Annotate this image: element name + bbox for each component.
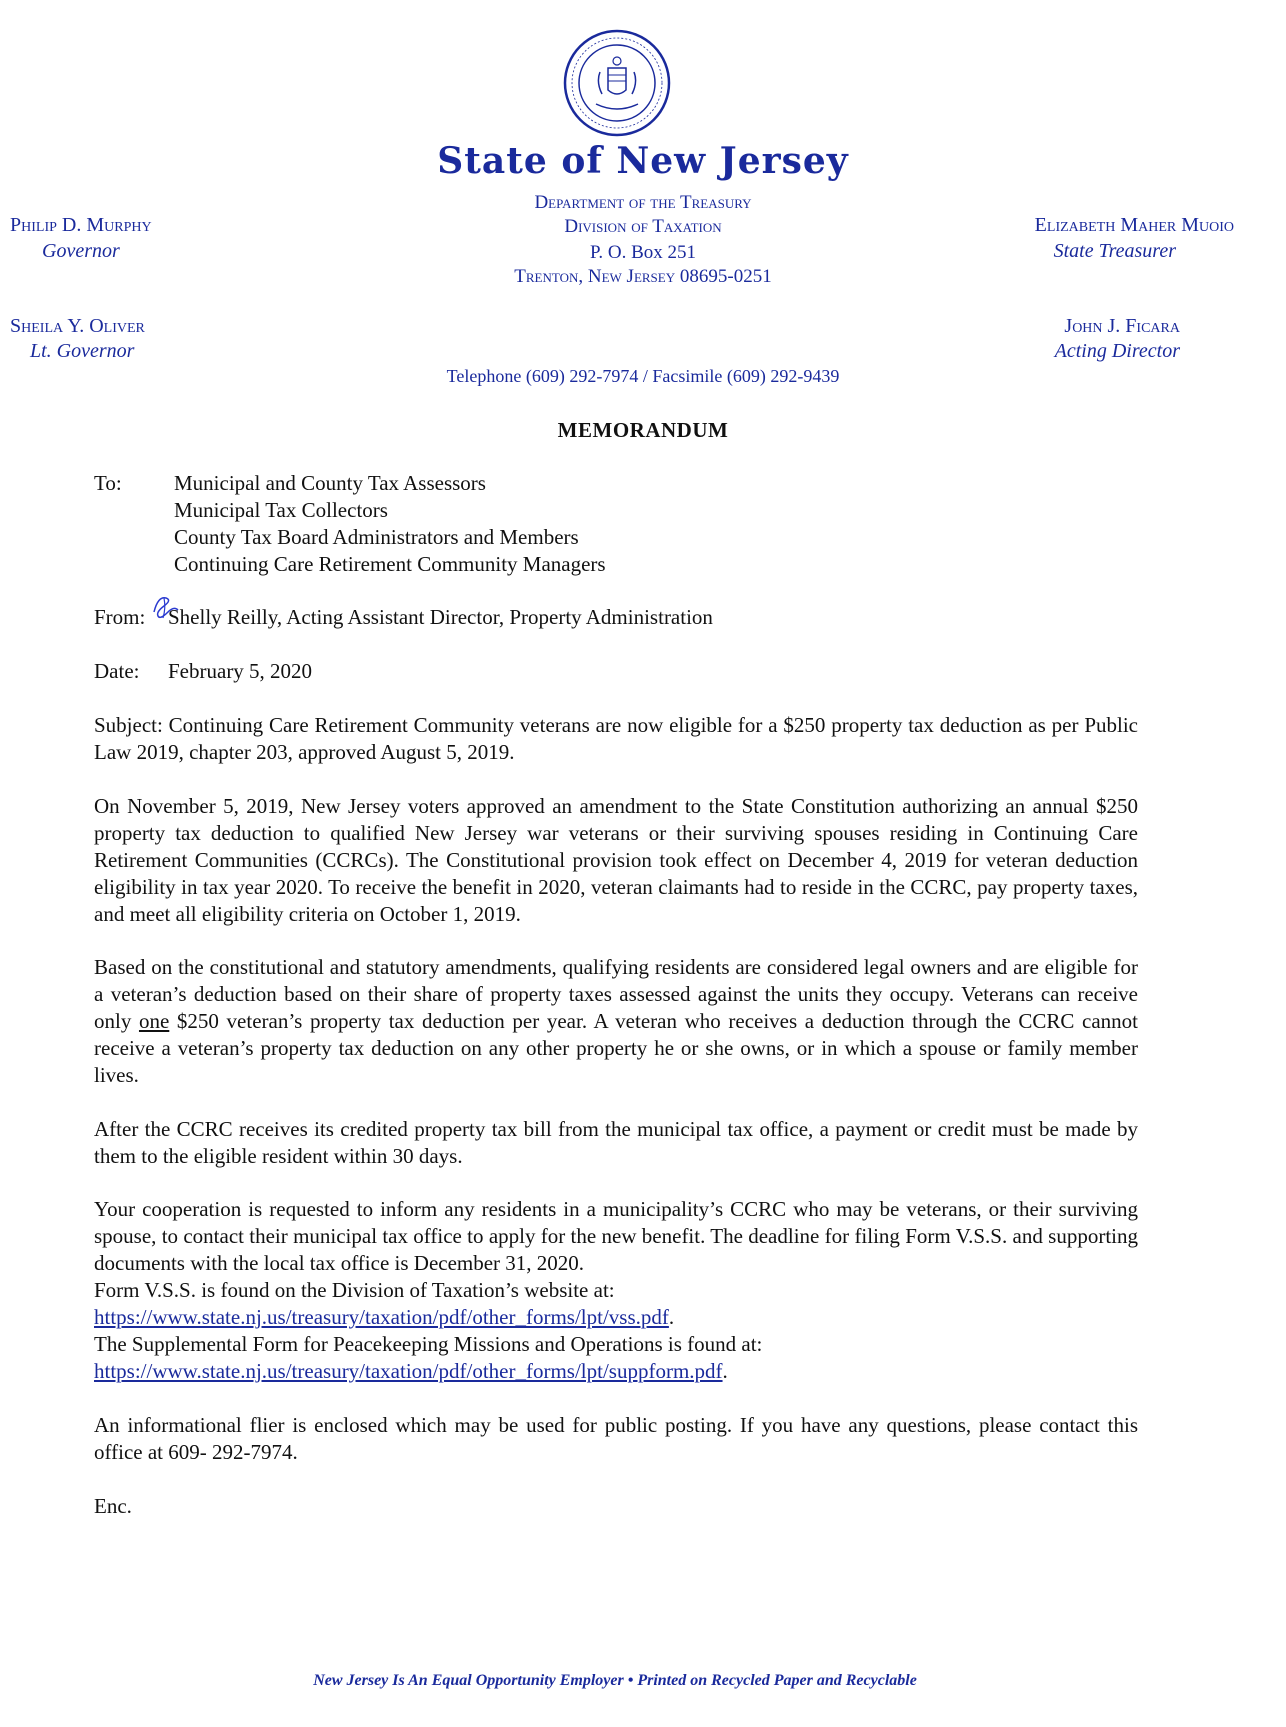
paragraph-3: After the CCRC receives its credited property tax bill from the municipal tax office, a payment or credit must be made by them to the eligible resident within 30 days. bbox=[94, 1117, 1138, 1168]
to-label: To: bbox=[94, 471, 122, 495]
supp-form-link[interactable]: https://www.state.nj.us/treasury/taxation/pdf/other_forms/lpt/suppform.pdf bbox=[94, 1359, 723, 1383]
city-address: Trenton, New Jersey 08695-0251 bbox=[514, 266, 772, 287]
form-line: Form V.S.S. is found on the Division of Taxation’s website at: bbox=[94, 1278, 615, 1302]
po-box: P. O. Box 251 bbox=[589, 242, 697, 263]
recipient-item: Municipal Tax Collectors bbox=[174, 498, 388, 522]
governor-title: Governor bbox=[42, 240, 120, 262]
recipient-item: Municipal and County Tax Assessors bbox=[174, 471, 486, 495]
emphasis-one: one bbox=[138, 1009, 170, 1033]
recipient-list bbox=[174, 470, 606, 578]
paragraph-1: On November 5, 2019, New Jersey voters approved an amendment to the State Constitution authorizing an annual $250 property tax deduction to qualified New Jersey war veterans or their surviving spouses residing in Continuing Care Retirement Communities (CCRCs). The Constitutional provision took effect on December 4, 2019 for veteran deduction eligibility in tax year 2020. To receive the benefit in 2020, veteran claimants had to reside in the CCRC, pay property taxes, and meet all eligibility criteria on October 1, 2019. bbox=[94, 794, 1138, 926]
vss-form-link[interactable]: https://www.state.nj.us/treasury/taxation/pdf/other_forms/lpt/vss.pdf bbox=[94, 1305, 669, 1329]
director-name: John J. Ficara bbox=[1064, 315, 1180, 337]
state-seal-icon bbox=[562, 28, 672, 138]
paragraph-2-part-b: $250 veteran’s property tax deduction per year. A veteran who receives a deduction through the CCRC cannot receive a veteran’s property tax deduction on any other property he or she owns, or in which a spouse or family member lives. bbox=[94, 1009, 1139, 1087]
supp-link-line: https://www.state.nj.us/treasury/taxation/pdf/other_forms/lpt/suppform.pdf. bbox=[94, 1359, 728, 1383]
paragraph-2 bbox=[94, 954, 1138, 1089]
director-title: Acting Director bbox=[1054, 340, 1180, 362]
governor-name: Philip D. Murphy bbox=[10, 214, 152, 236]
recipient-item: County Tax Board Administrators and Members bbox=[174, 525, 579, 549]
subject-paragraph: Subject: Continuing Care Retirement Community veterans are now eligible for a $250 property tax deduction as per Public Law 2019, chapter 203, approved August 5, 2019. bbox=[94, 713, 1138, 764]
supp-line: The Supplemental Form for Peacekeeping Missions and Operations is found at: bbox=[94, 1332, 763, 1356]
department-name: Department of the Treasury bbox=[534, 192, 752, 213]
paragraph-2-part-a: Based on the constitutional and statutory amendments, qualifying residents are considered legal owners and are eligible for a veteran’s deduction based on their share of property taxes assessed against the units they occupy. Veterans can receive only bbox=[94, 955, 1138, 1033]
from-label: From: bbox=[94, 605, 146, 629]
memo-title: MEMORANDUM bbox=[557, 418, 729, 442]
lt-governor-title: Lt. Governor bbox=[30, 340, 135, 362]
paragraph-4: Your cooperation is requested to inform any residents in a municipality’s CCRC who may be veterans, or their surviving spouse, to contact their municipal tax office to apply for the new benefit. The deadline for filing Form V.S.S. and supporting documents with the local tax office is December 31, 2020. bbox=[94, 1197, 1138, 1275]
division-name: Division of Taxation bbox=[564, 216, 722, 237]
lt-governor-name: Sheila Y. Oliver bbox=[10, 315, 145, 337]
paragraph-5: An informational flier is enclosed which may be used for public posting. If you have any questions, please contact this office at 609- 292-7974. bbox=[94, 1413, 1138, 1464]
state-title: State of New Jersey bbox=[437, 140, 849, 182]
treasurer-name: Elizabeth Maher Muoio bbox=[1034, 214, 1234, 236]
form-link-line: https://www.state.nj.us/treasury/taxation/pdf/other_forms/lpt/vss.pdf. bbox=[94, 1305, 675, 1329]
contact-line: Telephone (609) 292-7974 / Facsimile (609) 292-9439 bbox=[446, 366, 840, 386]
date-label: Date: bbox=[94, 659, 140, 683]
recipient-item: Continuing Care Retirement Community Managers bbox=[174, 552, 606, 576]
from-value: Shelly Reilly, Acting Assistant Director, Property Administration bbox=[168, 605, 713, 629]
footer-text: New Jersey Is An Equal Opportunity Employer • Printed on Recycled Paper and Recyclable bbox=[313, 1672, 917, 1689]
enclosure-note: Enc. bbox=[94, 1494, 132, 1518]
treasurer-title: State Treasurer bbox=[1053, 240, 1176, 262]
date-value: February 5, 2020 bbox=[168, 659, 313, 683]
